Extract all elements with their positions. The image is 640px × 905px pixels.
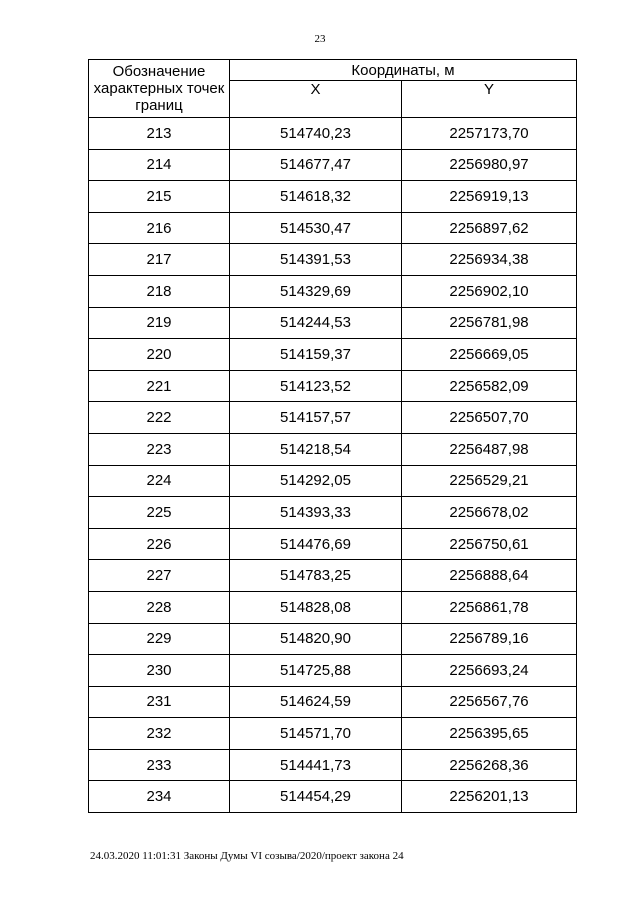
table-row [89, 623, 577, 655]
point-id-cell: 215 [89, 181, 230, 213]
point-id-cell: 221 [89, 370, 230, 402]
y-coordinate-cell: 2256934,38 [402, 244, 577, 276]
y-coordinate-cell: 2256693,24 [402, 655, 577, 687]
point-id-cell: 217 [89, 244, 230, 276]
table-row [89, 402, 577, 434]
coordinates-table [88, 59, 577, 813]
point-id-cell: 229 [89, 623, 230, 655]
y-coordinate-cell: 2256750,61 [402, 528, 577, 560]
x-coordinate-cell: 514391,53 [230, 244, 402, 276]
header-coordinates: Координаты, м [230, 60, 577, 81]
point-id-cell: 231 [89, 686, 230, 718]
table-row [89, 528, 577, 560]
table-row [89, 465, 577, 497]
point-id-cell: 232 [89, 718, 230, 750]
table-row [89, 749, 577, 781]
table-row [89, 370, 577, 402]
x-coordinate-cell: 514454,29 [230, 781, 402, 813]
x-coordinate-cell: 514292,05 [230, 465, 402, 497]
y-coordinate-cell: 2256582,09 [402, 370, 577, 402]
y-coordinate-cell: 2256567,76 [402, 686, 577, 718]
table-row [89, 655, 577, 687]
y-coordinate-cell: 2256507,70 [402, 402, 577, 434]
table-row [89, 212, 577, 244]
table-row [89, 181, 577, 213]
point-id-cell: 216 [89, 212, 230, 244]
table-row [89, 497, 577, 529]
y-coordinate-cell: 2256395,65 [402, 718, 577, 750]
table-body [89, 118, 577, 813]
table-row [89, 560, 577, 592]
table-row [89, 275, 577, 307]
point-id-cell: 213 [89, 118, 230, 150]
y-coordinate-cell: 2256980,97 [402, 149, 577, 181]
x-coordinate-cell: 514476,69 [230, 528, 402, 560]
x-coordinate-cell: 514159,37 [230, 339, 402, 371]
x-coordinate-cell: 514571,70 [230, 718, 402, 750]
point-id-cell: 219 [89, 307, 230, 339]
y-coordinate-cell: 2256487,98 [402, 433, 577, 465]
x-coordinate-cell: 514218,54 [230, 433, 402, 465]
point-id-cell: 218 [89, 275, 230, 307]
header-x: X [230, 81, 402, 118]
x-coordinate-cell: 514828,08 [230, 591, 402, 623]
header-designation: Обозначение характерных точек границ [89, 60, 230, 118]
point-id-cell: 223 [89, 433, 230, 465]
x-coordinate-cell: 514393,33 [230, 497, 402, 529]
y-coordinate-cell: 2256781,98 [402, 307, 577, 339]
x-coordinate-cell: 514820,90 [230, 623, 402, 655]
footer-stamp: 24.03.2020 11:01:31 Законы Думы VI созыва/2020/проект закона 24 [90, 850, 404, 862]
point-id-cell: 226 [89, 528, 230, 560]
y-coordinate-cell: 2256902,10 [402, 275, 577, 307]
x-coordinate-cell: 514157,57 [230, 402, 402, 434]
point-id-cell: 234 [89, 781, 230, 813]
table-row [89, 244, 577, 276]
x-coordinate-cell: 514740,23 [230, 118, 402, 150]
y-coordinate-cell: 2256789,16 [402, 623, 577, 655]
point-id-cell: 225 [89, 497, 230, 529]
page-number: 23 [314, 33, 326, 45]
y-coordinate-cell: 2256678,02 [402, 497, 577, 529]
point-id-cell: 227 [89, 560, 230, 592]
point-id-cell: 222 [89, 402, 230, 434]
y-coordinate-cell: 2256861,78 [402, 591, 577, 623]
y-coordinate-cell: 2257173,70 [402, 118, 577, 150]
x-coordinate-cell: 514624,59 [230, 686, 402, 718]
point-id-cell: 230 [89, 655, 230, 687]
x-coordinate-cell: 514783,25 [230, 560, 402, 592]
point-id-cell: 220 [89, 339, 230, 371]
table-row [89, 718, 577, 750]
x-coordinate-cell: 514441,73 [230, 749, 402, 781]
header-y: Y [402, 81, 577, 118]
y-coordinate-cell: 2256268,36 [402, 749, 577, 781]
point-id-cell: 228 [89, 591, 230, 623]
point-id-cell: 214 [89, 149, 230, 181]
table-row [89, 433, 577, 465]
table-row [89, 339, 577, 371]
x-coordinate-cell: 514244,53 [230, 307, 402, 339]
y-coordinate-cell: 2256919,13 [402, 181, 577, 213]
y-coordinate-cell: 2256201,13 [402, 781, 577, 813]
x-coordinate-cell: 514618,32 [230, 181, 402, 213]
x-coordinate-cell: 514329,69 [230, 275, 402, 307]
x-coordinate-cell: 514725,88 [230, 655, 402, 687]
table-row [89, 307, 577, 339]
x-coordinate-cell: 514123,52 [230, 370, 402, 402]
table-row [89, 149, 577, 181]
y-coordinate-cell: 2256897,62 [402, 212, 577, 244]
y-coordinate-cell: 2256669,05 [402, 339, 577, 371]
x-coordinate-cell: 514530,47 [230, 212, 402, 244]
point-id-cell: 233 [89, 749, 230, 781]
x-coordinate-cell: 514677,47 [230, 149, 402, 181]
table-row [89, 591, 577, 623]
y-coordinate-cell: 2256888,64 [402, 560, 577, 592]
table-row [89, 686, 577, 718]
y-coordinate-cell: 2256529,21 [402, 465, 577, 497]
point-id-cell: 224 [89, 465, 230, 497]
table-row [89, 118, 577, 150]
table-row [89, 781, 577, 813]
